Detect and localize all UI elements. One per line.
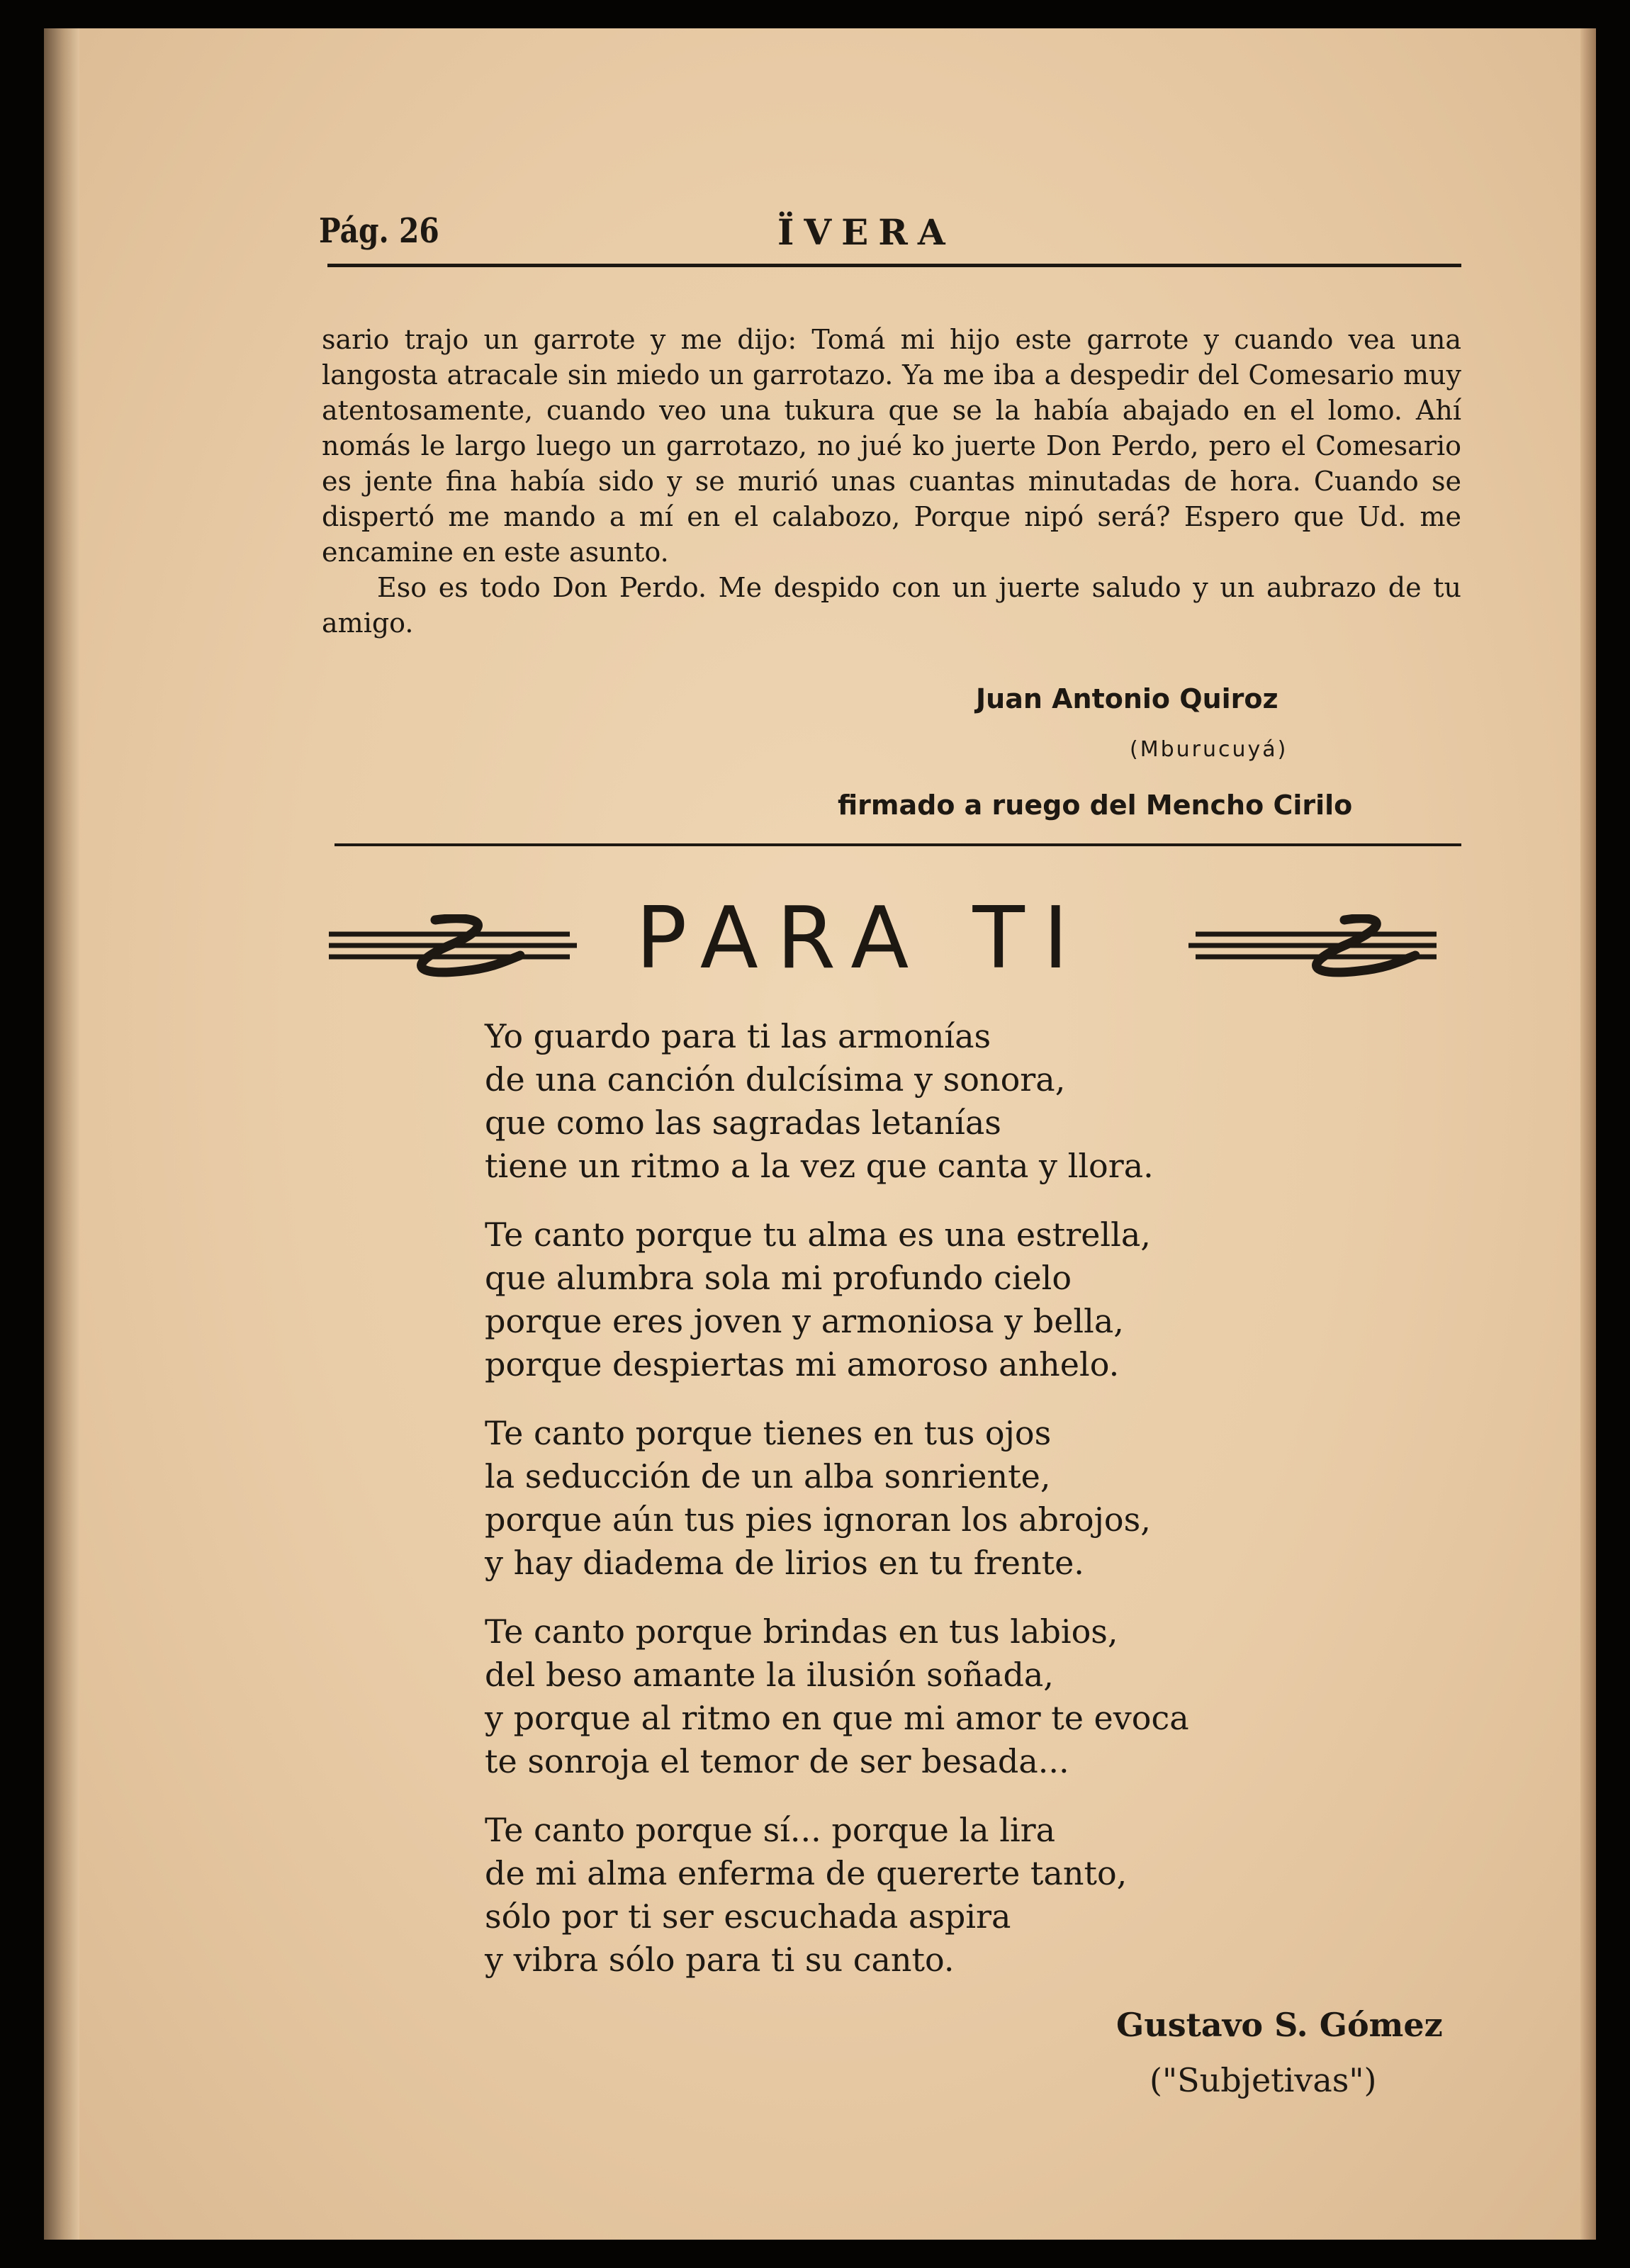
poem-line: sólo por ti ser escuchada aspira bbox=[485, 1897, 1011, 1936]
poem-line: porque eres joven y armoniosa y bella, bbox=[485, 1302, 1124, 1340]
book-page bbox=[44, 28, 1596, 2240]
poem-line: que como las sagradas letanías bbox=[485, 1104, 1001, 1142]
poem-stanza bbox=[485, 1412, 1189, 1585]
section-rule bbox=[335, 843, 1461, 846]
letter-signature-note: firmado a ruego del Mencho Cirilo bbox=[838, 790, 1353, 821]
magazine-title: ÏVERA bbox=[777, 211, 955, 253]
poem-stanza bbox=[485, 1015, 1189, 1188]
poem-line: que alumbra sola mi profundo cielo bbox=[485, 1259, 1072, 1297]
poem-line: y vibra sólo para ti su canto. bbox=[485, 1941, 955, 1979]
poem-line: porque despiertas mi amoroso anhelo. bbox=[485, 1345, 1120, 1383]
poem-line: del beso amante la ilusión soñada, bbox=[485, 1656, 1054, 1694]
poem-line: la seducción de un alba sonriente, bbox=[485, 1457, 1051, 1495]
poem-line: Te canto porque sí... porque la lira bbox=[485, 1811, 1056, 1849]
poem-line: y hay diadema de lirios en tu frente. bbox=[485, 1544, 1084, 1582]
letter-paragraph-2: Eso es todo Don Perdo. Me despido con un juerte saludo y un aubrazo de tu amigo. bbox=[322, 572, 1461, 639]
poem-line: porque aún tus pies ignoran los abrojos, bbox=[485, 1500, 1151, 1539]
left-ornament-icon bbox=[329, 914, 584, 978]
poem-stanza bbox=[485, 1610, 1189, 1783]
poem-body bbox=[485, 1015, 1189, 2007]
poem-line: de una canción dulcísima y sonora, bbox=[485, 1060, 1066, 1099]
poem-line: Te canto porque brindas en tus labios, bbox=[485, 1612, 1118, 1651]
page-edge bbox=[1580, 28, 1596, 2240]
letter-signature-name: Juan Antonio Quiroz bbox=[976, 683, 1278, 714]
poem-title: PARA TI bbox=[636, 889, 1087, 988]
poem-author: Gustavo S. Gómez bbox=[1116, 2006, 1443, 2044]
poem-stanza bbox=[485, 1809, 1189, 1982]
poem-source: ("Subjetivas") bbox=[1150, 2061, 1377, 2099]
poem-line: Yo guardo para ti las armonías bbox=[485, 1017, 991, 1055]
poem-line: te sonroja el temor de ser besada... bbox=[485, 1742, 1069, 1780]
page-number: Pág. 26 bbox=[319, 211, 439, 251]
poem-line: tiene un ritmo a la vez que canta y llora. bbox=[485, 1147, 1154, 1185]
header-rule bbox=[327, 264, 1461, 267]
poem-line: y porque al ritmo en que mi amor te evoca bbox=[485, 1699, 1189, 1737]
book-spine bbox=[44, 28, 79, 2240]
right-ornament-icon bbox=[1181, 914, 1437, 978]
letter-signature-place: (Mburucuyá) bbox=[1130, 737, 1288, 762]
letter-text bbox=[322, 322, 1461, 641]
poem-line: Te canto porque tu alma es una estrella, bbox=[485, 1216, 1151, 1254]
poem-stanza bbox=[485, 1213, 1189, 1386]
poem-line: Te canto porque tienes en tus ojos bbox=[485, 1414, 1052, 1452]
poem-line: de mi alma enferma de quererte tanto, bbox=[485, 1854, 1128, 1892]
letter-paragraph-1: sario trajo un garrote y me dijo: Tomá mi hijo este garrote y cuando vea una langosta atracale sin miedo un garrotazo. Ya me iba a despedir del Comesario muy atentosamente, cuando veo una tukura que se la había abajado en el lomo. Ahí nomás le largo luego un garrotazo, no jué ko juerte Don Perdo, pero el Comesario es jente fina había sido y se murió unas cuantas minutadas de hora. Cuando se dispertó me mando a mí en el calabozo, Porque nipó será? Espero que Ud. me encamine en este asunto. bbox=[322, 324, 1461, 568]
